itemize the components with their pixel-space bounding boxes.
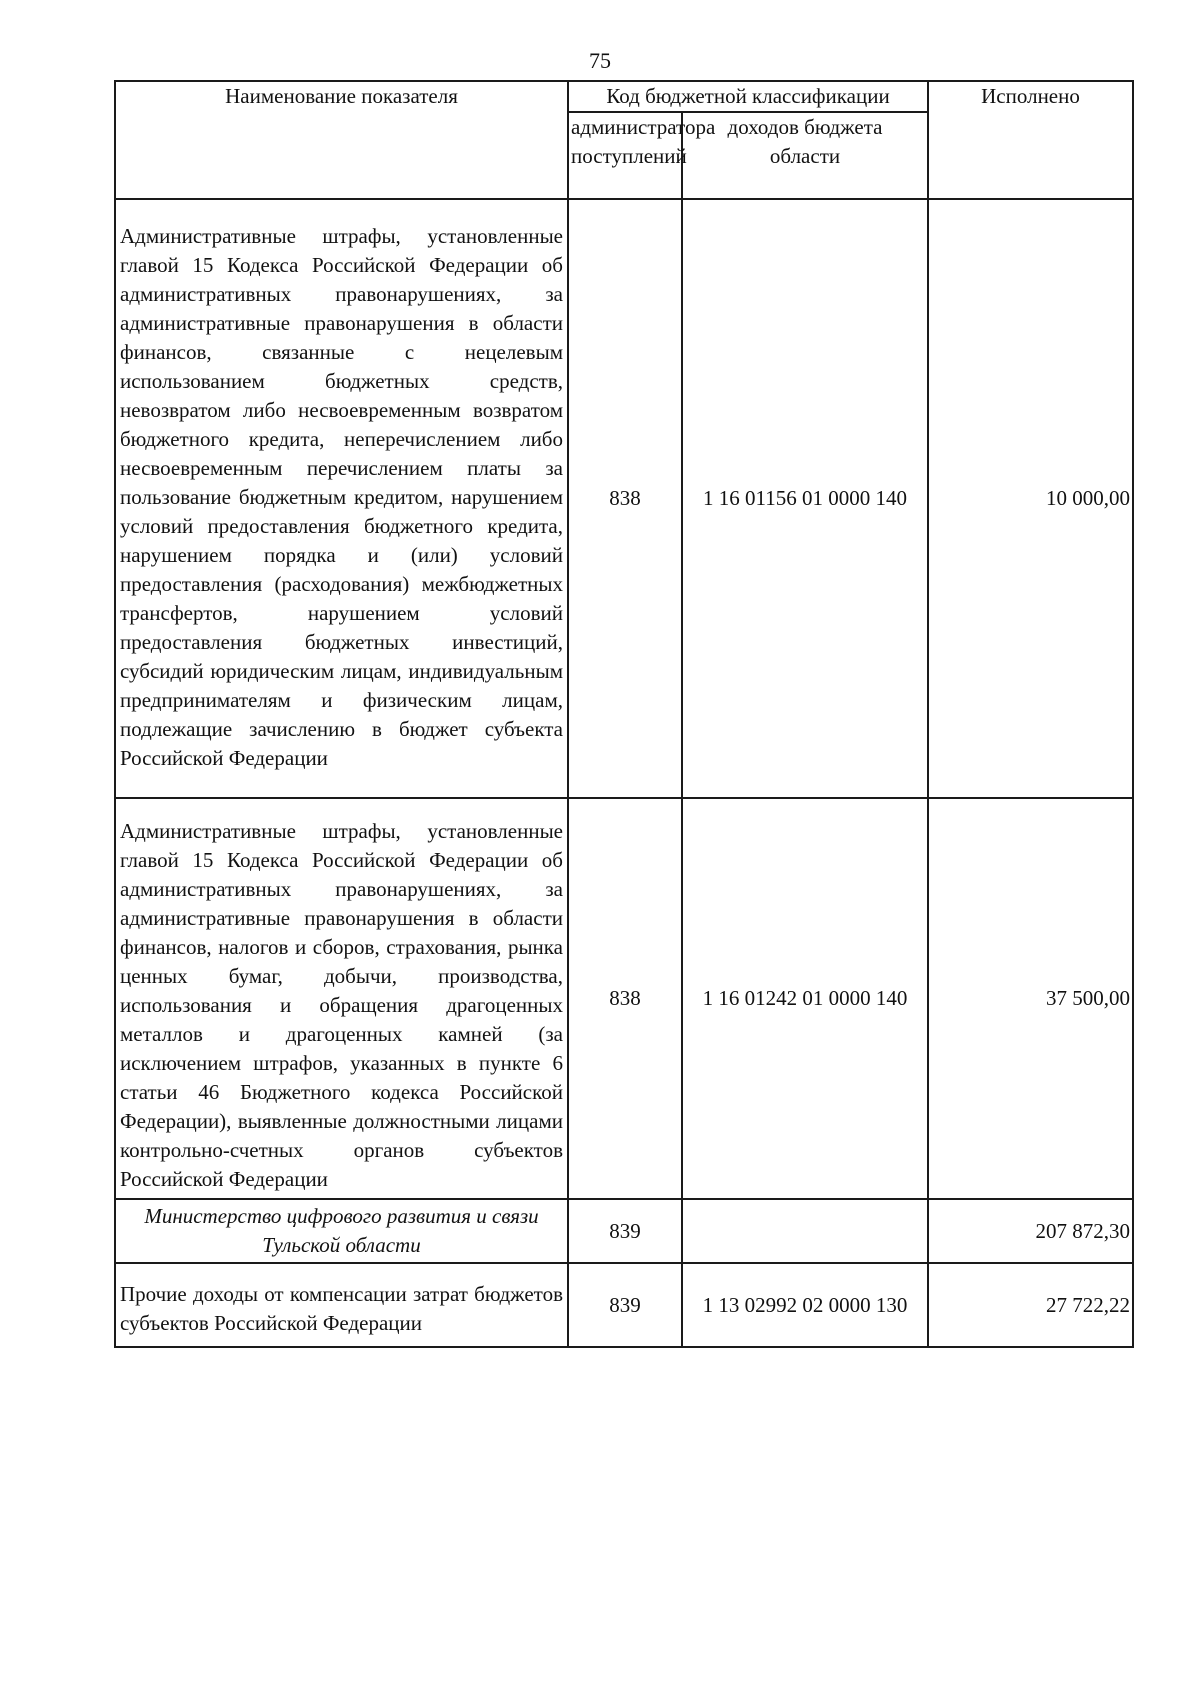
header-code-group: Код бюджетной классификации <box>568 81 928 112</box>
row-admin-code: 838 <box>568 199 682 798</box>
row-name: Министерство цифрового развития и связи Тульской области <box>115 1199 568 1263</box>
table-row <box>115 1199 1133 1263</box>
row-admin-code: 839 <box>568 1263 682 1347</box>
row-income-code: 1 16 01242 01 0000 140 <box>682 798 928 1199</box>
table-row <box>115 798 1133 1199</box>
header-executed-column: Исполнено <box>928 81 1133 199</box>
row-amount: 37 500,00 <box>928 798 1133 1199</box>
header-income-column: доходов бюджета области <box>682 112 928 199</box>
header-admin-column: администратора поступлений <box>568 112 682 199</box>
page-number: 75 <box>589 48 611 73</box>
header-name-column: Наименование показателя <box>115 81 568 199</box>
row-name: Прочие доходы от компенсации затрат бюджетов субъектов Российской Федерации <box>115 1263 568 1347</box>
row-name: Административные штрафы, установленные главой 15 Кодекса Российской Федерации об административных правонарушениях, за административные правонарушения в области финансов, налогов и сборов, страхования, рынка ценных бумаг, добычи, производства, использования и обращения драгоценных металлов и драгоценных камней (за исключением штрафов, указанных в пункте 6 статьи 46 Бюджетного кодекса Российской Федерации), выявленные должностными лицами контрольно-счетных органов субъектов Российской Федерации <box>115 798 568 1199</box>
row-amount: 10 000,00 <box>928 199 1133 798</box>
row-income-code: 1 13 02992 02 0000 130 <box>682 1263 928 1347</box>
table-row <box>115 199 1133 798</box>
row-name: Административные штрафы, установленные главой 15 Кодекса Российской Федерации об административных правонарушениях, за административные правонарушения в области финансов, связанные с нецелевым использованием бюджетных средств, невозвратом либо несвоевременным возвратом бюджетного кредита, неперечислением либо несвоевременным перечислением платы за пользование бюджетным кредитом, нарушением условий предоставления бюджетного кредита, нарушением порядка и (или) условий предоставления (расходования) межбюджетных трансфертов, нарушением условий предоставления бюджетных инвестиций, субсидий юридическим лицам, индивидуальным предпринимателям и физическим лицам, подлежащие зачислению в бюджет субъекта Российской Федерации <box>115 199 568 798</box>
table-row <box>115 1263 1133 1347</box>
row-income-code <box>682 1199 928 1263</box>
budget-table <box>114 80 1134 1348</box>
row-amount: 27 722,22 <box>928 1263 1133 1347</box>
header-row-top <box>115 81 1133 112</box>
row-admin-code: 839 <box>568 1199 682 1263</box>
row-income-code: 1 16 01156 01 0000 140 <box>682 199 928 798</box>
row-admin-code: 838 <box>568 798 682 1199</box>
row-amount: 207 872,30 <box>928 1199 1133 1263</box>
